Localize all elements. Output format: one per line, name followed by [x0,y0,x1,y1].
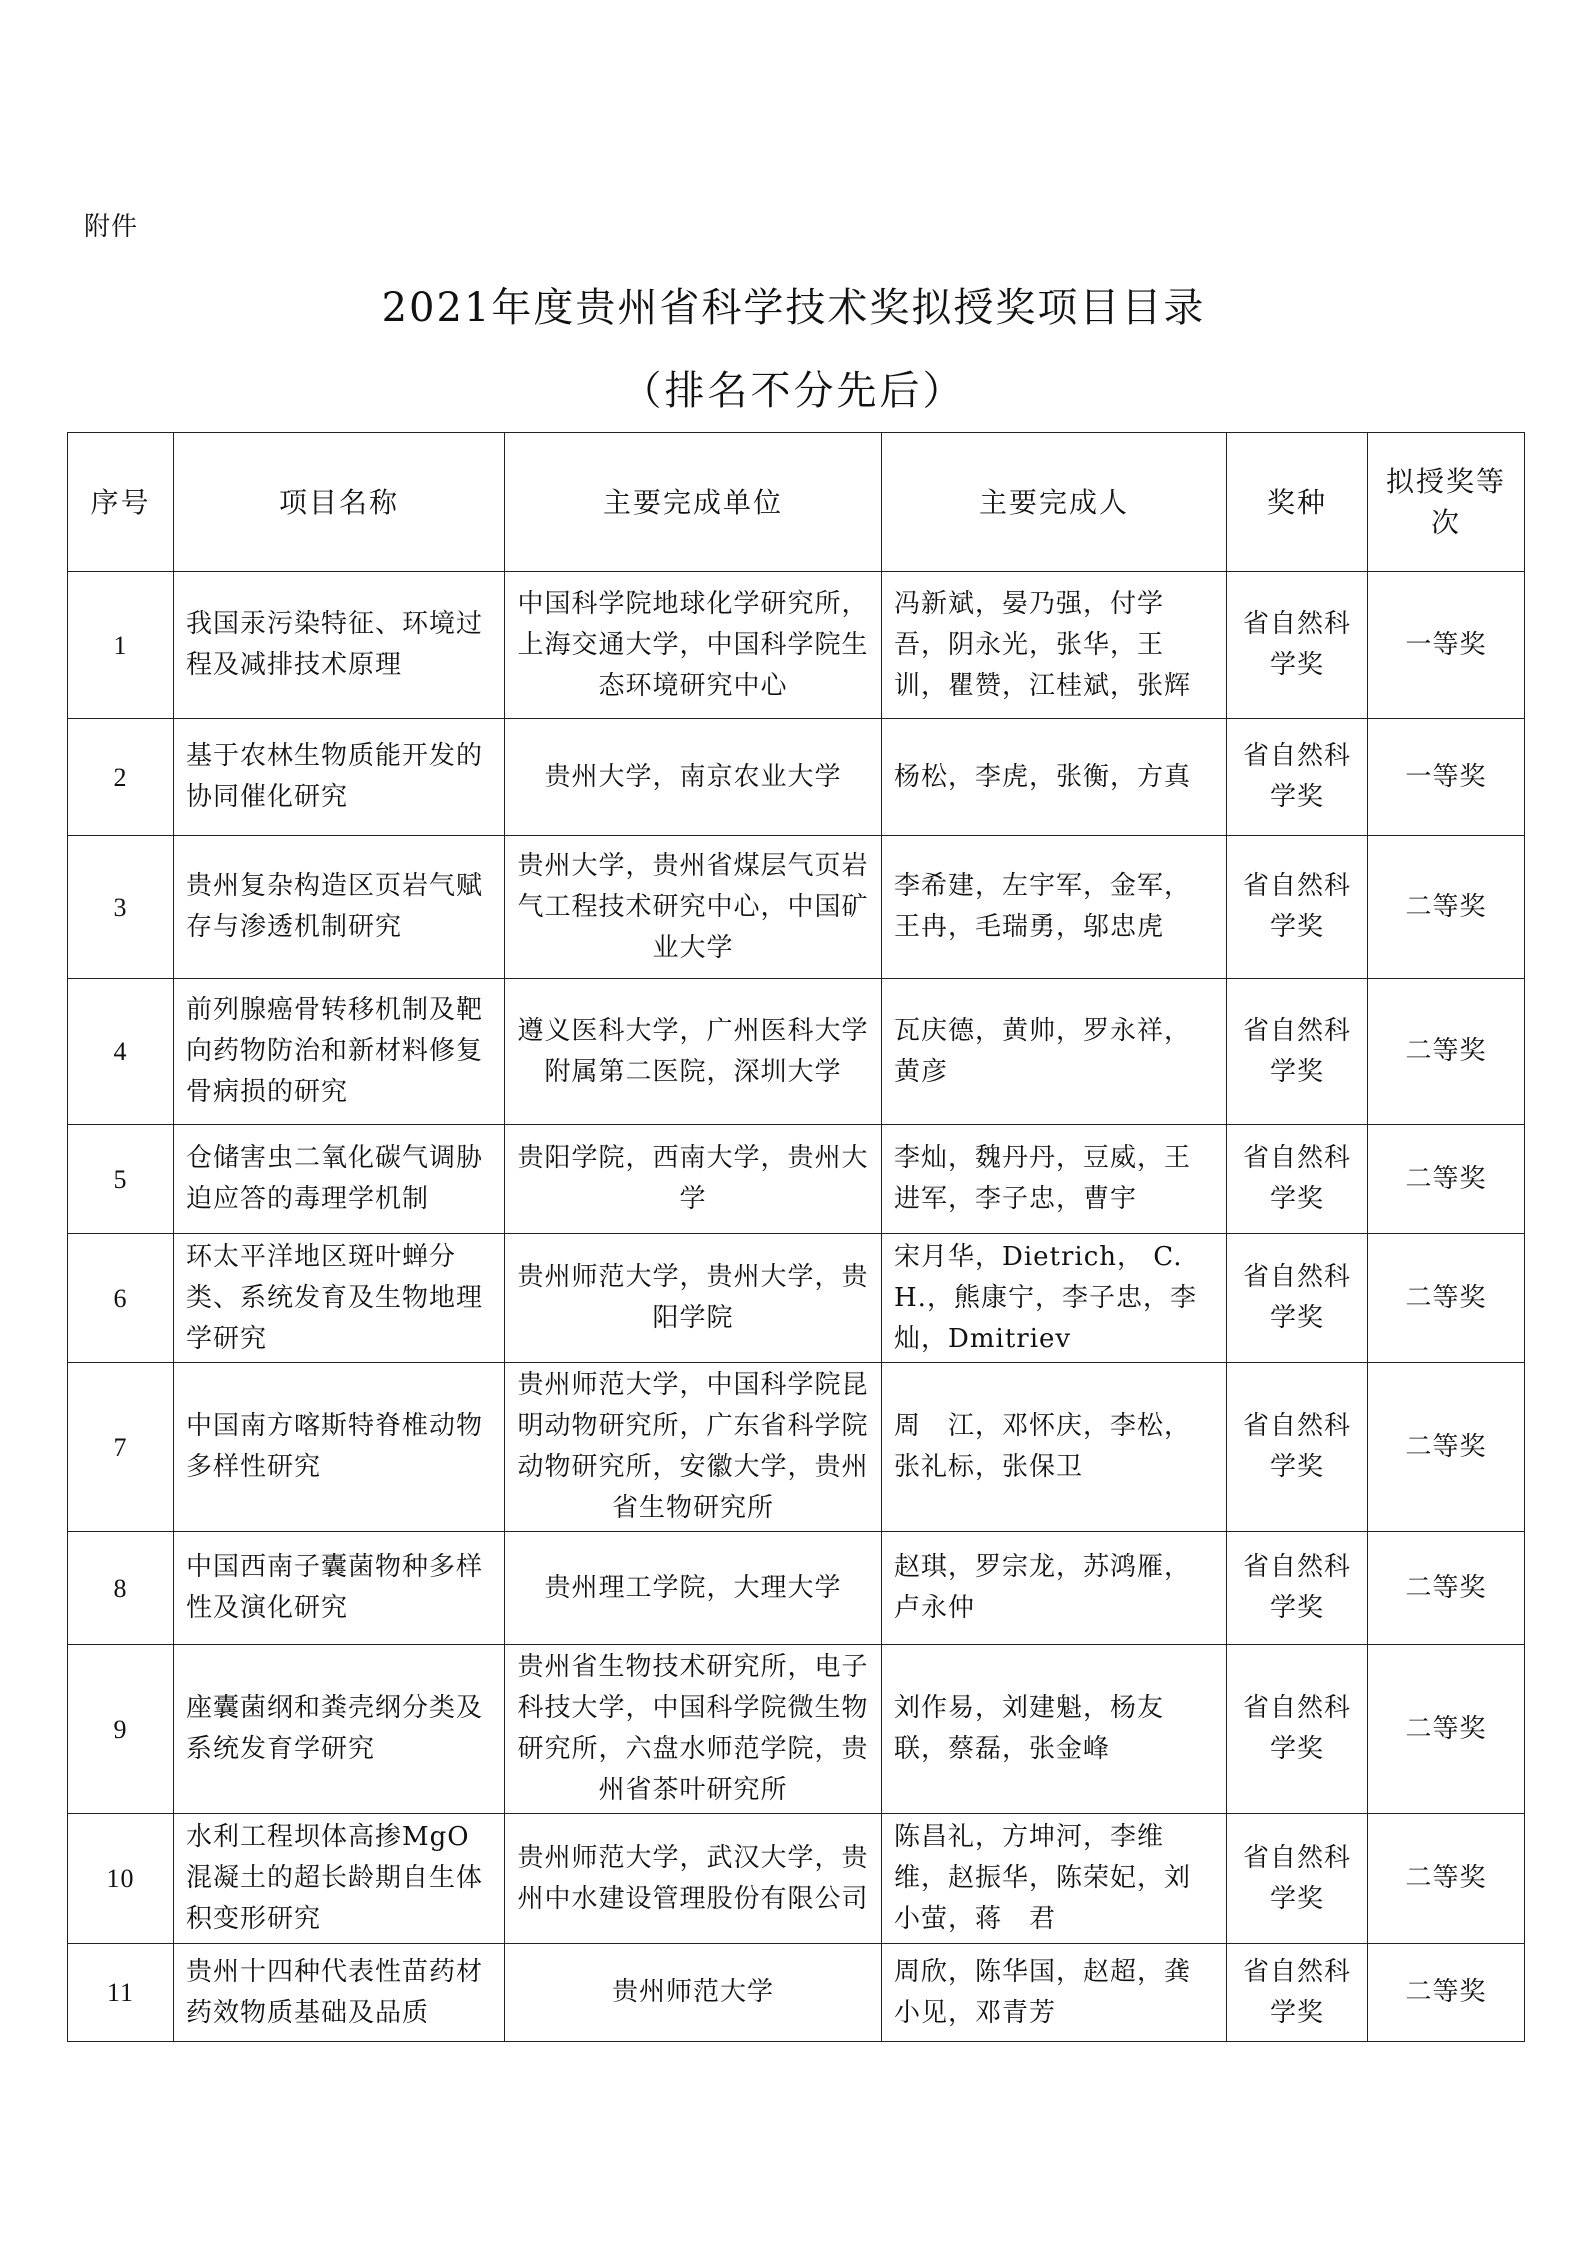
table-row [68,1944,1525,2042]
project-name: 仓储害虫二氧化碳气调胁迫应答的毒理学机制 [174,1125,505,1234]
completing-people: 陈昌礼，方坤河，李维维，赵振华，陈荣妃，刘小萤，蒋 君 [882,1814,1227,1944]
completing-people: 周 江，邓怀庆，李松，张礼标，张保卫 [882,1363,1227,1532]
award-level: 二等奖 [1368,1645,1525,1814]
completing-people: 宋月华，Dietrich， C. H.，熊康宁，李子忠，李灿，Dmitriev [882,1234,1227,1363]
completing-unit: 遵义医科大学，广州医科大学附属第二医院，深圳大学 [505,979,882,1125]
award-level: 一等奖 [1368,719,1525,836]
award-level: 二等奖 [1368,1814,1525,1944]
completing-unit: 贵州师范大学，中国科学院昆明动物研究所，广东省科学院动物研究所，安徽大学，贵州省生物研究所 [505,1363,882,1532]
award-type: 省自然科学奖 [1227,979,1368,1125]
project-name: 座囊菌纲和粪壳纲分类及系统发育学研究 [174,1645,505,1814]
completing-people: 刘作易，刘建魁，杨友联，蔡磊，张金峰 [882,1645,1227,1814]
attachment-label: 附件 [84,212,139,242]
table-row [68,1363,1525,1532]
award-type: 省自然科学奖 [1227,1363,1368,1532]
award-level: 二等奖 [1368,1234,1525,1363]
table-header-row [68,433,1525,572]
completing-unit: 贵州省生物技术研究所，电子科技大学，中国科学院微生物研究所，六盘水师范学院，贵州省茶叶研究所 [505,1645,882,1814]
table-row [68,1532,1525,1645]
table-row [68,836,1525,979]
completing-people: 杨松，李虎，张衡，方真 [882,719,1227,836]
document-title: 2021年度贵州省科学技术奖拟授奖项目目录 [381,285,1206,331]
award-type: 省自然科学奖 [1227,1234,1368,1363]
project-name: 我国汞污染特征、环境过程及减排技术原理 [174,572,505,719]
completing-people: 瓦庆德，黄帅，罗永祥，黄彦 [882,979,1227,1125]
row-number: 11 [68,1944,174,2042]
award-type: 省自然科学奖 [1227,1814,1368,1944]
awards-table [67,432,1525,2042]
award-level: 一等奖 [1368,572,1525,719]
header-no: 序号 [68,433,174,572]
award-level: 二等奖 [1368,1363,1525,1532]
award-type: 省自然科学奖 [1227,1125,1368,1234]
project-name: 前列腺癌骨转移机制及靶向药物防治和新材料修复骨病损的研究 [174,979,505,1125]
header-project: 项目名称 [174,433,505,572]
award-level: 二等奖 [1368,979,1525,1125]
table-row [68,1814,1525,1944]
project-name: 贵州复杂构造区页岩气赋存与渗透机制研究 [174,836,505,979]
row-number: 2 [68,719,174,836]
project-name: 中国南方喀斯特脊椎动物多样性研究 [174,1363,505,1532]
award-level: 二等奖 [1368,1125,1525,1234]
completing-unit: 贵州师范大学 [505,1944,882,2042]
project-name: 环太平洋地区斑叶蝉分类、系统发育及生物地理学研究 [174,1234,505,1363]
award-level: 二等奖 [1368,1944,1525,2042]
completing-people: 冯新斌，晏乃强，付学吾，阴永光，张华，王训，瞿赞，江桂斌，张辉 [882,572,1227,719]
award-type: 省自然科学奖 [1227,1944,1368,2042]
document-subtitle: （排名不分先后） [621,368,966,414]
completing-people: 李灿，魏丹丹，豆威，王进军，李子忠，曹宇 [882,1125,1227,1234]
completing-people: 周欣，陈华国，赵超，龚小见，邓青芳 [882,1944,1227,2042]
header-unit: 主要完成单位 [505,433,882,572]
project-name: 水利工程坝体高掺MgO混凝土的超长龄期自生体积变形研究 [174,1814,505,1944]
header-type: 奖种 [1227,433,1368,572]
row-number: 3 [68,836,174,979]
row-number: 7 [68,1363,174,1532]
row-number: 10 [68,1814,174,1944]
completing-unit: 贵州师范大学，贵州大学，贵阳学院 [505,1234,882,1363]
row-number: 4 [68,979,174,1125]
row-number: 9 [68,1645,174,1814]
award-type: 省自然科学奖 [1227,572,1368,719]
award-type: 省自然科学奖 [1227,1645,1368,1814]
row-number: 8 [68,1532,174,1645]
completing-people: 赵琪，罗宗龙，苏鸿雁，卢永仲 [882,1532,1227,1645]
row-number: 5 [68,1125,174,1234]
award-type: 省自然科学奖 [1227,836,1368,979]
completing-people: 李希建，左宇军，金军，王冉，毛瑞勇，邬忠虎 [882,836,1227,979]
award-level: 二等奖 [1368,1532,1525,1645]
table-row [68,1645,1525,1814]
table-row [68,719,1525,836]
completing-unit: 中国科学院地球化学研究所，上海交通大学，中国科学院生态环境研究中心 [505,572,882,719]
completing-unit: 贵阳学院，西南大学，贵州大学 [505,1125,882,1234]
completing-unit: 贵州大学，贵州省煤层气页岩气工程技术研究中心，中国矿业大学 [505,836,882,979]
header-people: 主要完成人 [882,433,1227,572]
table-row [68,1125,1525,1234]
table-row [68,979,1525,1125]
award-type: 省自然科学奖 [1227,719,1368,836]
completing-unit: 贵州师范大学，武汉大学，贵州中水建设管理股份有限公司 [505,1814,882,1944]
completing-unit: 贵州理工学院，大理大学 [505,1532,882,1645]
table-row [68,1234,1525,1363]
table-row [68,572,1525,719]
row-number: 6 [68,1234,174,1363]
row-number: 1 [68,572,174,719]
completing-unit: 贵州大学，南京农业大学 [505,719,882,836]
project-name: 中国西南子囊菌物种多样性及演化研究 [174,1532,505,1645]
project-name: 贵州十四种代表性苗药材药效物质基础及品质 [174,1944,505,2042]
award-type: 省自然科学奖 [1227,1532,1368,1645]
project-name: 基于农林生物质能开发的协同催化研究 [174,719,505,836]
header-level: 拟授奖等次 [1368,433,1525,572]
award-level: 二等奖 [1368,836,1525,979]
